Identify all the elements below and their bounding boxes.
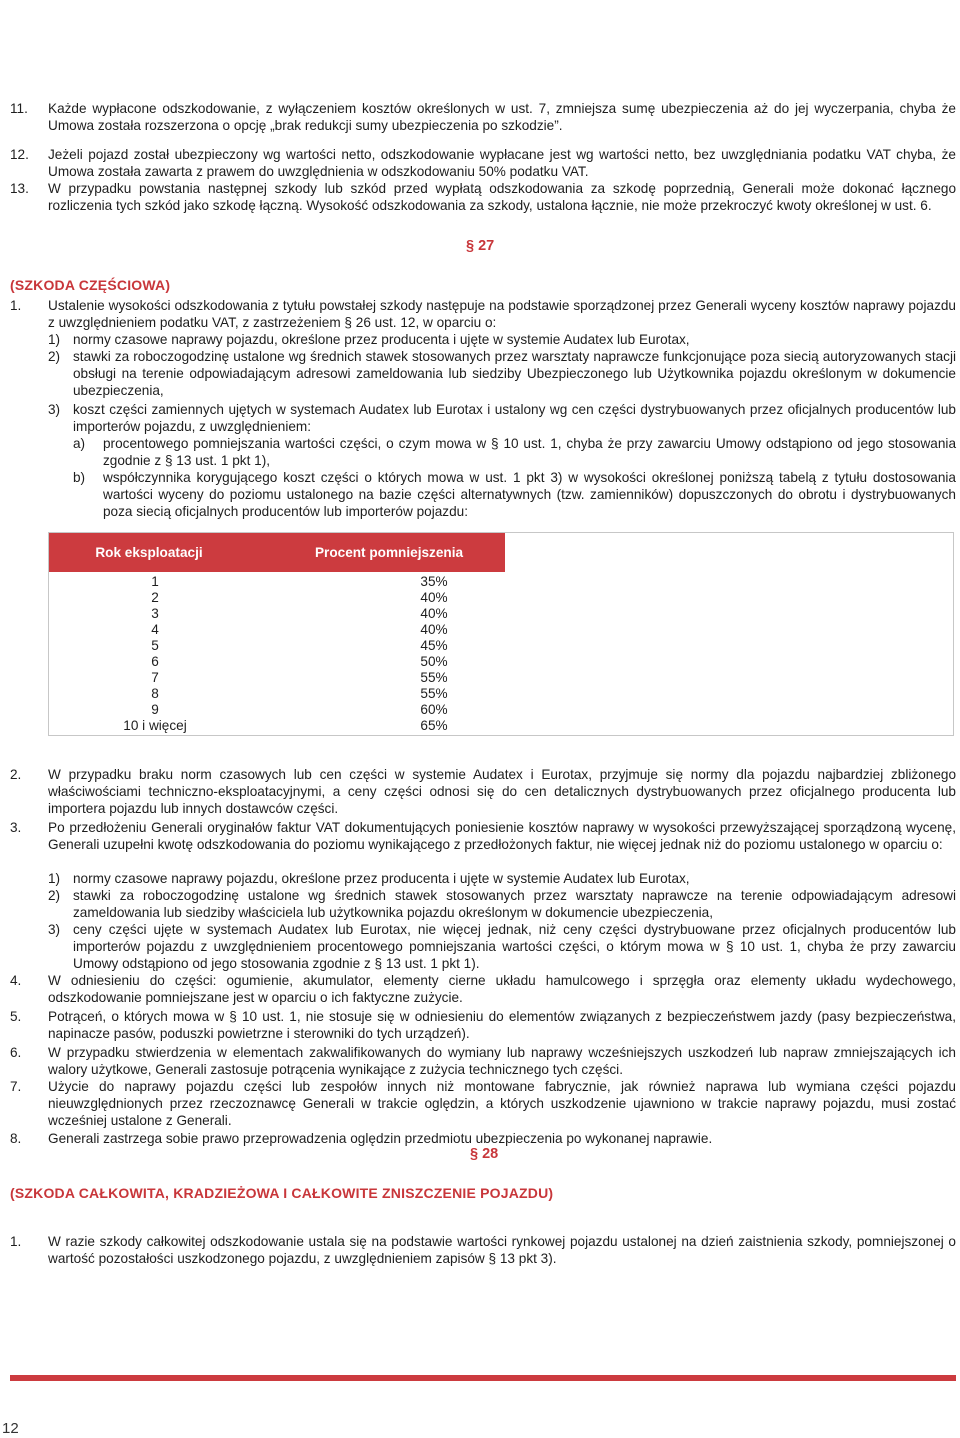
cell-year: 7 [151,670,159,685]
paragraph-number: 13. [10,181,29,196]
point-text: procentowego pomniejszania wartości części, o czym mowa w § 10 ust. 1, chyba że przy zawarciu Umowy odstąpiono od jego stosowania zgodnie z § 13 ust. 1 pkt 1), [103,436,956,468]
point-27-3-2 [48,887,956,921]
paragraph-text: W razie szkody całkowitej odszkodowanie ustala się na podstawie wartości rynkowej pojazdu ustalonej na dzień zaistnienia szkody, pomniejszonej o wartość pozostałości uszkodzonego pojazdu, z uwzględnieniem zapisów § 13 pkt 3). [48,1234,956,1266]
paragraph-27-2 [10,766,956,817]
table-row [49,669,505,685]
cell-year: 10 i więcej [123,718,187,733]
cell-percent: 60% [420,702,448,717]
point-27-1-3 [48,401,956,435]
point-text: normy czasowe naprawy pojazdu, określone przez producenta i ujęte w systemie Audatex lub Eurotax, [73,871,690,886]
point-27-1-3-a [48,435,956,469]
paragraph-number: 11. [10,101,28,116]
point-text: ceny części ujęte w systemach Audatex lub Eurotax, nie więcej jednak, niż ceny części dystrybuowane przez oficjalnych producentów lub importerów pojazdu z uwzględnieniem procentowego pomniejszania wartości części, o którym mowa w § 10 ust. 1, chyba że przy zawarciu Umowy odstąpiono od jego stosowania zgodnie z § 13 ust. 1 pkt 1). [73,922,956,971]
paragraph-text: Po przedłożeniu Generali oryginałów faktur VAT dokumentujących poniesienie kosztów naprawy w wysokości przewyższającej sporządzoną wycenę, Generali uzupełni kwotę odszkodowania do poziomu wynikającego z przedłożonych faktur, nie więcej jednak niż do poziomu ustalonego w oparciu o: [48,820,956,852]
cell-year: 4 [151,622,159,637]
paragraph-27-7 [10,1078,956,1129]
table-header [49,533,505,572]
point-text: koszt części zamiennych ujętych w systemach Audatex lub Eurotax i ustalony wg cen części dystrybuowanych przez oficjalnych producentów lub importerów pojazdu, z uwzględnieniem: [73,402,956,434]
point-letter: a) [73,436,86,451]
table-row [49,621,505,637]
cell-percent: 55% [420,686,448,701]
paragraph-27-4 [10,972,956,1006]
table-row [49,589,505,605]
cell-year: 9 [151,702,159,717]
column-header-percent: Procent pomniejszenia [314,545,464,560]
cell-year: 2 [151,590,159,605]
paragraph-27-5 [10,1008,956,1042]
cell-percent: 35% [420,574,448,589]
table-row [49,637,505,653]
paragraph-27-6 [10,1044,956,1078]
cell-year: 1 [151,574,159,589]
paragraph-28-1 [10,1233,956,1267]
paragraph-text: Każde wypłacone odszkodowanie, z wyłączeniem kosztów określonych w ust. 7, zmniejsza sumę ubezpieczenia aż do jej wyczerpania, chyba że Umowa została rozszerzona o opcję „brak redukcji sumy ubezpieczenia po szkodzie”. [48,101,956,133]
footer-divider [10,1375,956,1381]
table-row [49,573,505,589]
paragraph-13 [10,180,956,214]
paragraph-text: W przypadku powstania następnej szkody lub szkód przed wypłatą odszkodowania za szkodę poprzednią, Generali może dokonać łącznego rozliczenia tych szkód jako szkodę łączną. Wysokość odszkodowania za szkody, ustalona łącznie, nie może przekroczyć kwoty określonej w ust. 6. [48,181,956,213]
cell-percent: 55% [420,670,448,685]
page-number: 12 [2,1420,19,1437]
depreciation-table [48,532,954,736]
point-text: normy czasowe naprawy pojazdu, określone przez producenta i ujęte w systemie Audatex lub Eurotax, [73,332,690,347]
paragraph-number: 12. [10,147,29,162]
paragraph-number: 8. [10,1131,22,1146]
paragraph-text: Ustalenie wysokości odszkodowania z tytułu powstałej szkody następuje na podstawie sporządzonej przez Generali wyceny kosztów naprawy pojazdu z uwzględnieniem podatku VAT, z zastrzeżeniem § 26 ust. 12, w oparciu o: [48,298,956,330]
section-heading-28: (SZKODA CAŁKOWITA, KRADZIEŻOWA I CAŁKOWITE ZNISZCZENIE POJAZDU) [10,1185,554,1201]
cell-percent: 50% [420,654,448,669]
cell-year: 3 [151,606,159,621]
point-27-1-3-b [48,469,956,520]
paragraph-number: 3. [10,820,22,835]
paragraph-text: Jeżeli pojazd został ubezpieczony wg wartości netto, odszkodowanie wypłacane jest wg wartości netto, bez uwzględniania podatku VAT chyba, że Umowa została zawarta z prawem do uwzględnienia w odszkodowaniu 50% podatku VAT. [48,147,956,179]
cell-year: 8 [151,686,159,701]
paragraph-27-3 [10,819,956,870]
paragraph-number: 4. [10,973,22,988]
cell-percent: 45% [420,638,448,653]
paragraph-number: 2. [10,767,22,782]
paragraph-number: 1. [10,298,22,313]
point-text: stawki za roboczogodzinę ustalone wg średnich stawek stosowanych przez warsztaty naprawcze na terenie odpowiadającym adresowi zameldowania lub siedziby właściciela lub użytkownika pojazdu określonym w dokumencie ubezpieczenia, [73,888,956,920]
point-number: 3) [48,402,61,417]
paragraph-27-8 [10,1130,956,1147]
table-row [49,701,505,717]
cell-percent: 40% [420,622,448,637]
point-27-1-2 [48,348,956,399]
paragraph-12 [10,146,956,180]
point-letter: b) [73,470,86,485]
table-row [49,653,505,669]
point-number: 1) [48,871,61,886]
point-number: 1) [48,332,61,347]
point-text: współczynnika korygującego koszt części o których mowa w ust. 1 pkt 3) w wysokości określonej poniższą tabelą z tytułu dostosowania wartości wyceny do poziomu ustalonego na bazie części alternatywnych (tzw. zamienników) dopuszczonych do obrotu i dystrybuowanych poza siecią oficjalnych producentów lub importerów pojazdu: [103,470,956,519]
section-sign-28: § 28 [470,1146,499,1162]
point-27-3-1 [48,870,956,887]
point-number: 3) [48,922,61,937]
paragraph-11 [10,100,956,134]
paragraph-text: Użycie do naprawy pojazdu części lub zespołów innych niż montowane fabrycznie, jak również naprawa lub wymiana części pojazdu nieuwzględnionych przez rzeczoznawcę Generali w trakcie oględzin, a których uszkodzenie ujawniono w trakcie naprawy pojazdu, musi zostać wcześniej ustalone z Generali. [48,1079,956,1128]
point-27-3-3 [48,921,956,972]
cell-year: 5 [151,638,159,653]
cell-percent: 40% [420,606,448,621]
paragraph-text: Generali zastrzega sobie prawo przeprowadzenia oględzin przedmiotu ubezpieczenia po wykonanej naprawie. [48,1131,713,1146]
point-27-1-1 [48,331,956,348]
paragraph-number: 5. [10,1009,22,1024]
paragraph-27-1 [10,297,956,331]
point-number: 2) [48,888,61,903]
point-text: stawki za roboczogodzinę ustalone wg średnich stawek stosowanych przez warsztaty naprawcze funkcjonujące poza siecią autoryzowanych stacji obsługi na terenie odpowiadającym adresowi zameldowania lub siedziby Ubezpieczonego lub Użytkownika pojazdu określonym w dokumencie ubezpieczenia, [73,349,956,398]
paragraph-text: W przypadku braku norm czasowych lub cen części w systemie Audatex i Eurotax, przyjmuje się normy dla pojazdu najbardziej zbliżonego właściwościami techniczno-eksploatacyjnymi, a ceny części odnosi się do cen detalicznych dystrybuowanych przez oficjalnego producenta lub importera pojazdu lub innych dostawców części. [48,767,956,816]
table-row [49,605,505,621]
paragraph-text: W odniesieniu do części: ogumienie, akumulator, elementy cierne układu hamulcowego i sprzęgła oraz elementy układu wydechowego, odszkodowanie pomniejszane jest w oparciu o ich faktyczne zużycie. [48,973,956,1005]
paragraph-number: 1. [10,1234,22,1249]
section-heading-27: (SZKODA CZĘŚCIOWA) [10,277,171,293]
paragraph-number: 7. [10,1079,22,1094]
table-row [49,717,505,733]
point-number: 2) [48,349,61,364]
cell-percent: 40% [420,590,448,605]
paragraph-text: Potrąceń, o których mowa w § 10 ust. 1, nie stosuje się w odniesieniu do elementów związanych z bezpieczeństwem jazdy (pasy bezpieczeństwa, napinacze pasów, poduszki powietrzne i sterowniki do tych urządzeń). [48,1009,956,1041]
paragraph-text: W przypadku stwierdzenia w elementach zakwalifikowanych do wymiany lub naprawy wcześniejszych uszkodzeń lub napraw zmniejszających ich walory użytkowe, Generali zastosuje potrącenia wynikające z zużycia technicznego tych części. [48,1045,956,1077]
table-row [49,685,505,701]
column-header-year: Rok eksploatacji [95,545,203,560]
paragraph-number: 6. [10,1045,22,1060]
cell-year: 6 [151,654,159,669]
section-sign-27: § 27 [466,238,495,254]
cell-percent: 65% [420,718,448,733]
